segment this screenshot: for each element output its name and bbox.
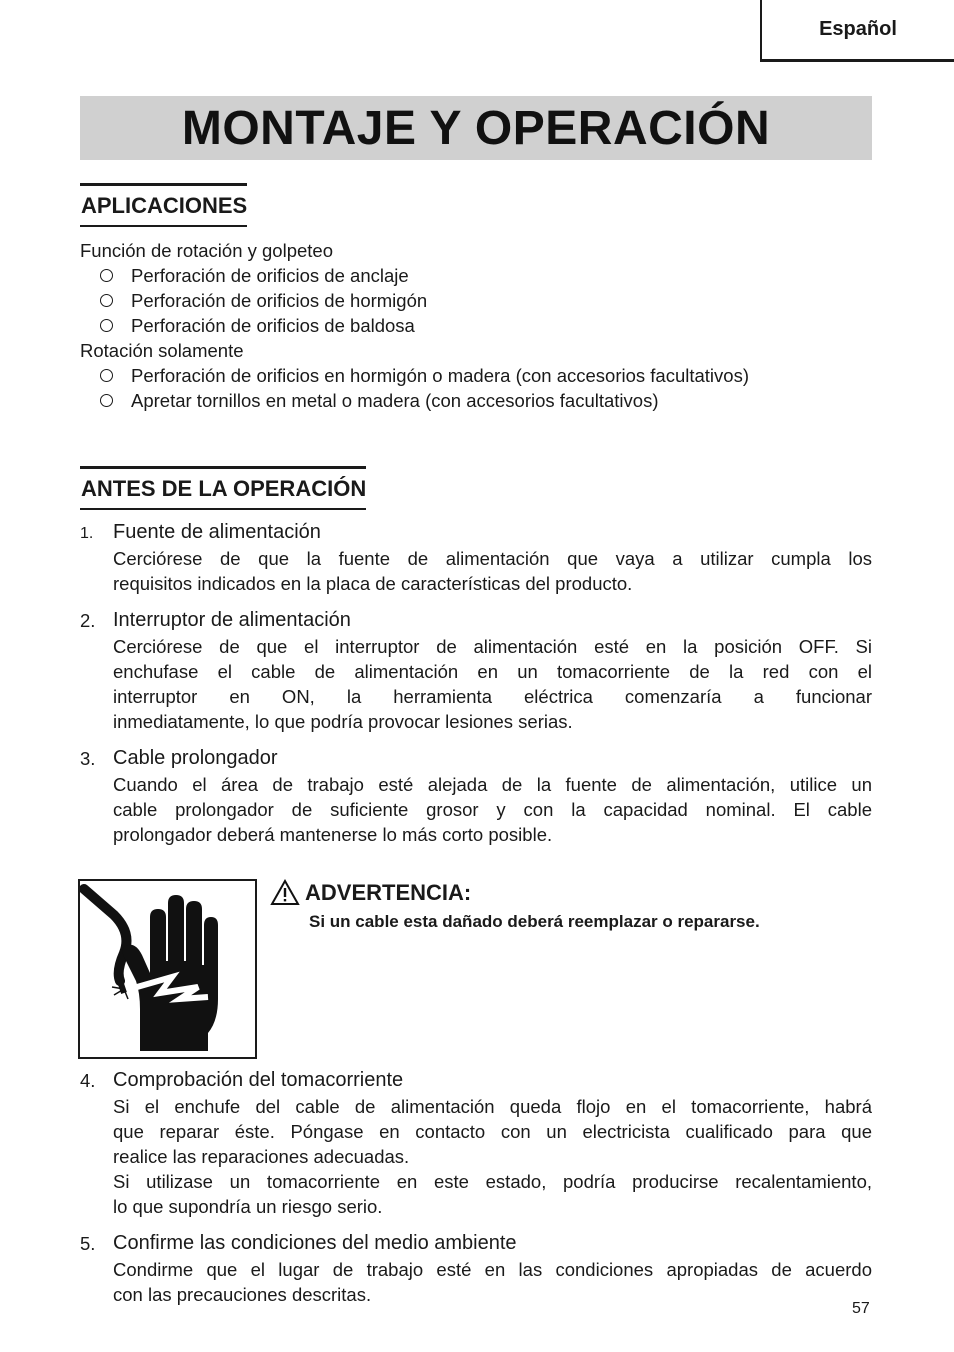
circle-bullet-icon [100, 294, 113, 307]
item-body-power-source: Cerciórese de que la fuente de alimentación que vaya a utilizar cumpla los requisitos indicados en la placa de características del producto. [113, 548, 872, 594]
circle-bullet-icon [100, 269, 113, 282]
item-number: 3. [80, 748, 96, 769]
item-body-outlet-check: Si el enchufe del cable de alimentación queda flojo en el tomacorriente, habrá que reparar éste. Póngase en contacto con un electricista cualificado para que realice las reparaciones adecuadas. Si utilizase un tomacorriente en este estado, podría producirse recalentamiento, lo que supondría un riesgo serio. [113, 1096, 872, 1217]
list-item: Perforación de orificios de baldosa [100, 313, 415, 338]
list-item: Perforación de orificios en hormigón o madera (con accesorios facultativos) [100, 363, 749, 388]
item-number: 1. [80, 525, 94, 542]
item-body-power-switch: Cerciórese de que el interruptor de alimentación esté en la posición OFF. Si enchufase el cable de alimentación en un tomacorriente de la red con el interruptor en ON, la herramienta eléctrica comenzaría a funcionar inmediatamente, lo que podría provocar lesiones serias. [113, 636, 872, 732]
item-title-power-switch: Interruptor de alimentación [113, 609, 351, 631]
item-number: 4. [80, 1070, 96, 1091]
warning-text: Si un cable esta dañado deberá reemplazar o repararse. [309, 912, 760, 931]
circle-bullet-icon [100, 319, 113, 332]
item-title-environment: Confirme las condiciones del medio ambiente [113, 1232, 517, 1254]
item-number: 2. [80, 610, 96, 631]
language-tab: Español [760, 0, 954, 62]
list-item: Apretar tornillos en metal o madera (con accesorios facultativos) [100, 388, 659, 413]
item-body-environment: Condirme que el lugar de trabajo esté en las condiciones apropiadas de acuerdo con las precauciones descritas. [113, 1259, 872, 1305]
page-title: MONTAJE Y OPERACIÓN [181, 101, 771, 155]
circle-bullet-icon [100, 394, 113, 407]
group-label-rotation-hammer: Función de rotación y golpeteo [80, 240, 334, 261]
item-body-extension-cord: Cuando el área de trabajo esté alejada de la fuente de alimentación, utilice un cable prolongador de suficiente grosor y con la capacidad nominal. El cable prolongador deberá mantenerse lo más corto posible. [113, 774, 872, 845]
electric-shock-hand-icon [78, 879, 257, 1059]
title-bar [80, 96, 872, 160]
list-item: Perforación de orificios de anclaje [100, 263, 409, 288]
item-title-outlet-check: Comprobación del tomacorriente [113, 1069, 404, 1091]
section-heading-applications: APLICACIONES [80, 183, 247, 227]
page-number: 57 [852, 1300, 870, 1317]
warning-triangle-icon [270, 879, 300, 906]
item-title-extension-cord: Cable prolongador [113, 747, 278, 769]
list-item: Perforación de orificios de hormigón [100, 288, 427, 313]
item-title-power-source: Fuente de alimentación [113, 521, 321, 543]
item-number: 5. [80, 1233, 96, 1254]
section-heading-before-operation: ANTES DE LA OPERACIÓN [80, 466, 366, 510]
warning-heading: ADVERTENCIA: [270, 879, 471, 906]
circle-bullet-icon [100, 369, 113, 382]
group-label-rotation-only: Rotación solamente [80, 340, 244, 361]
shock-pictogram [80, 881, 255, 1057]
